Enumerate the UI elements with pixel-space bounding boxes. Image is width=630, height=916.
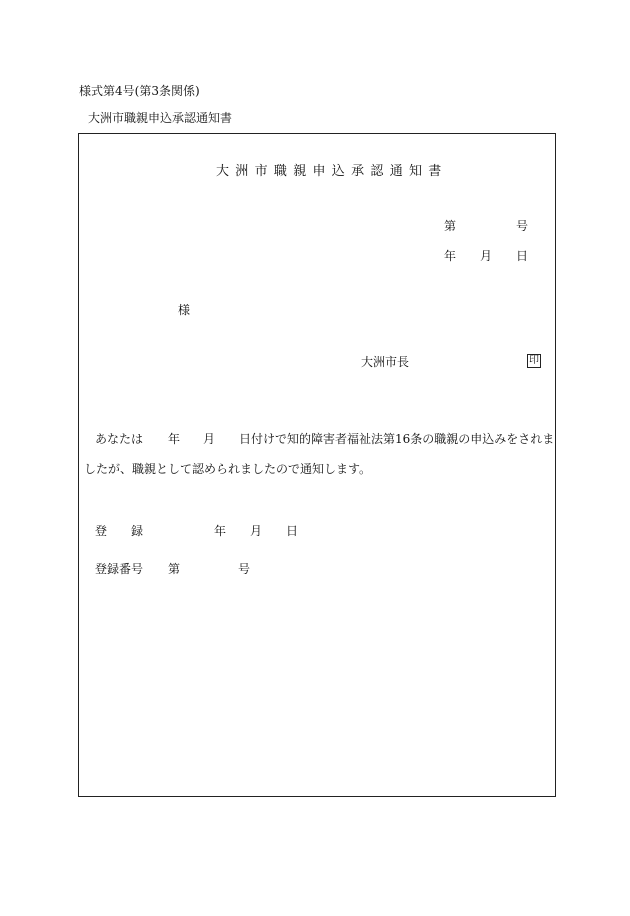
body-line2: したが、職親として認められましたので通知します。 — [84, 462, 372, 476]
registration-number-prefix: 第 — [168, 562, 181, 576]
document-subtitle: 大洲市職親申込承認通知書 — [88, 111, 233, 125]
number-suffix: 号 — [516, 219, 529, 233]
registration-number-label: 登録番号 — [95, 562, 144, 576]
recipient-honorific: 様 — [178, 303, 191, 317]
registration-label: 登 録 — [95, 524, 144, 538]
registration-number-suffix: 号 — [238, 562, 251, 576]
registration-day: 日 — [286, 524, 299, 538]
number-prefix: 第 — [444, 219, 457, 233]
body-line1-start: あなたは — [95, 432, 144, 446]
body-year: 年 — [168, 432, 181, 446]
date-month: 月 — [480, 249, 493, 263]
registration-year: 年 — [214, 524, 227, 538]
body-line1-rest: 日付けで知的障害者福祉法第16条の職親の申込みをされま — [239, 432, 555, 446]
registration-month: 月 — [250, 524, 263, 538]
document-title: 大洲市職親申込承認通知書 — [216, 164, 448, 179]
seal-stamp: 印 — [529, 355, 539, 366]
form-label: 様式第4号(第3条関係) — [79, 84, 200, 98]
body-month: 月 — [203, 432, 216, 446]
issuer-name: 大洲市長 — [361, 355, 410, 369]
date-day: 日 — [516, 249, 529, 263]
date-year: 年 — [444, 249, 457, 263]
